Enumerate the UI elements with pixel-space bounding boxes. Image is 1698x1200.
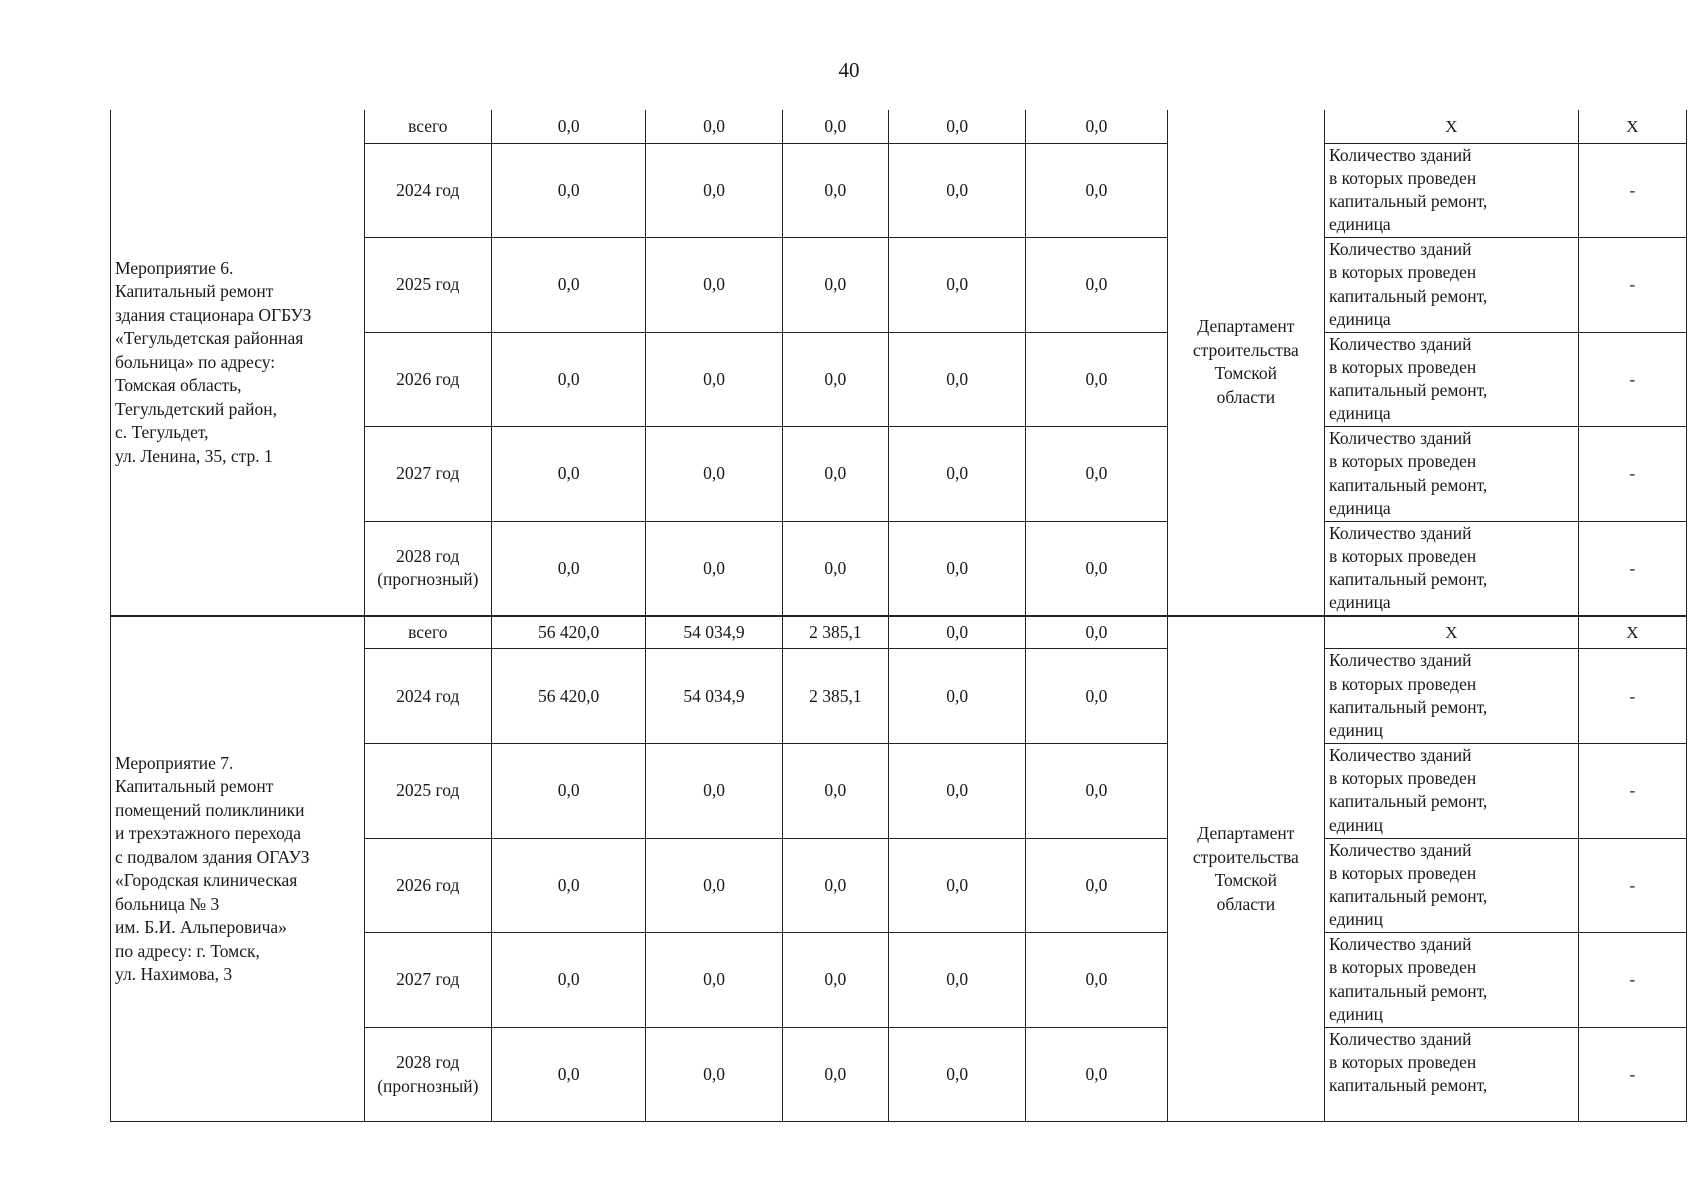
funding-value-cell-2: 0,0 bbox=[646, 521, 782, 616]
responsible-department bbox=[1167, 110, 1324, 616]
period-cell bbox=[364, 521, 491, 616]
indicator-value: - bbox=[1578, 744, 1686, 839]
indicator-line: в которых проведен bbox=[1329, 262, 1477, 283]
indicator-line: единица bbox=[1329, 403, 1391, 424]
event-description-line: ул. Нахимова, 3 bbox=[115, 964, 233, 985]
funding-value-cell-5: 0,0 bbox=[1026, 427, 1167, 522]
indicator-line: капитальный ремонт, bbox=[1329, 886, 1488, 907]
period-label: 2027 год bbox=[396, 969, 460, 990]
funding-value-cell-1: 0,0 bbox=[491, 110, 645, 143]
indicator-line: в которых проведен bbox=[1329, 862, 1477, 883]
funding-value-cell-5: 0,0 bbox=[1026, 238, 1167, 333]
indicator-line: капитальный ремонт, bbox=[1329, 1075, 1488, 1096]
department-line: строительства bbox=[1192, 339, 1299, 360]
funding-value-cell-5: 0,0 bbox=[1026, 933, 1167, 1028]
indicator-line: Количество зданий bbox=[1329, 144, 1472, 165]
funding-value-cell-5: 0,0 bbox=[1026, 143, 1167, 238]
department-line: Департамент bbox=[1197, 316, 1295, 337]
indicator-name bbox=[1325, 616, 1579, 649]
funding-value-cell-1: 0,0 bbox=[491, 332, 645, 427]
indicator-line: капитальный ремонт, bbox=[1329, 791, 1488, 812]
funding-value-cell-3: 2 385,1 bbox=[782, 649, 888, 744]
funding-value-cell-1: 0,0 bbox=[491, 427, 645, 522]
indicator-line: единица bbox=[1329, 497, 1391, 518]
period-cell bbox=[364, 427, 491, 522]
period-label: 2028 год bbox=[396, 545, 460, 566]
indicator-line: в которых проведен bbox=[1329, 546, 1477, 567]
indicator-value: - bbox=[1578, 332, 1686, 427]
indicator-line: единиц bbox=[1329, 909, 1383, 930]
funding-value-cell-1: 0,0 bbox=[491, 238, 645, 333]
funding-value-cell-1: 0,0 bbox=[491, 521, 645, 616]
indicator-line: Количество зданий bbox=[1329, 650, 1472, 671]
funding-value-cell-3: 0,0 bbox=[782, 744, 888, 839]
period-note: (прогнозный) bbox=[377, 1075, 479, 1096]
period-cell bbox=[364, 332, 491, 427]
funding-value-cell-4: 0,0 bbox=[888, 238, 1025, 333]
event-description-line: помещений поликлиники bbox=[115, 799, 305, 820]
indicator-name bbox=[1325, 838, 1579, 933]
funding-value-cell-1: 0,0 bbox=[491, 933, 645, 1028]
period-cell bbox=[364, 838, 491, 933]
indicator-line: в которых проведен bbox=[1329, 768, 1477, 789]
period-cell bbox=[364, 744, 491, 839]
funding-value-cell-2: 0,0 bbox=[646, 1027, 782, 1122]
funding-value-cell-3: 0,0 bbox=[782, 933, 888, 1028]
event-description-line: им. Б.И. Альперовича» bbox=[115, 917, 287, 938]
indicator-line: X bbox=[1445, 116, 1458, 136]
indicator-name bbox=[1325, 238, 1579, 333]
funding-value-cell-3: 0,0 bbox=[782, 110, 888, 143]
funding-value-cell-3: 0,0 bbox=[782, 238, 888, 333]
indicator-line: единиц bbox=[1329, 814, 1383, 835]
event-description-line: по адресу: г. Томск, bbox=[115, 940, 260, 961]
funding-value-cell-1: 0,0 bbox=[491, 744, 645, 839]
indicator-line: единица bbox=[1329, 592, 1391, 613]
event-description-line: больница» по адресу: bbox=[115, 351, 276, 372]
period-label: всего bbox=[408, 621, 448, 642]
event-description-line: Мероприятие 7. bbox=[115, 752, 234, 773]
page-number: 40 bbox=[838, 58, 860, 82]
funding-value-cell-5: 0,0 bbox=[1026, 616, 1167, 649]
indicator-line: капитальный ремонт, bbox=[1329, 569, 1488, 590]
funding-value-cell-4: 0,0 bbox=[888, 744, 1025, 839]
period-cell bbox=[364, 143, 491, 238]
indicator-line: Количество зданий bbox=[1329, 934, 1472, 955]
indicator-name bbox=[1325, 427, 1579, 522]
funding-value-cell-1: 56 420,0 bbox=[491, 649, 645, 744]
event-description-line: больница № 3 bbox=[115, 893, 220, 914]
funding-value-cell-3: 0,0 bbox=[782, 1027, 888, 1122]
event-description-line: Капитальный ремонт bbox=[115, 281, 274, 302]
indicator-line: капитальный ремонт, bbox=[1329, 190, 1488, 211]
indicator-line: капитальный ремонт, bbox=[1329, 696, 1488, 717]
funding-value-cell-5: 0,0 bbox=[1026, 110, 1167, 143]
indicator-name bbox=[1325, 1027, 1579, 1122]
funding-value-cell-4: 0,0 bbox=[888, 332, 1025, 427]
funding-value-cell-4: 0,0 bbox=[888, 521, 1025, 616]
indicator-line: в которых проведен bbox=[1329, 1052, 1477, 1073]
indicator-name bbox=[1325, 143, 1579, 238]
indicator-value: - bbox=[1578, 238, 1686, 333]
funding-value-cell-3: 0,0 bbox=[782, 332, 888, 427]
period-label: 2026 год bbox=[396, 874, 460, 895]
funding-value-cell-5: 0,0 bbox=[1026, 744, 1167, 839]
event-description-line: Мероприятие 6. bbox=[115, 257, 234, 278]
funding-value-cell-4: 0,0 bbox=[888, 427, 1025, 522]
funding-value-cell-2: 0,0 bbox=[646, 332, 782, 427]
department-line: строительства bbox=[1192, 846, 1299, 867]
event-description-line: «Тегульдетская районная bbox=[115, 328, 304, 349]
funding-value-cell-2: 0,0 bbox=[646, 110, 782, 143]
indicator-value: - bbox=[1578, 143, 1686, 238]
funding-value-cell-3: 2 385,1 bbox=[782, 616, 888, 649]
indicator-line: Количество зданий bbox=[1329, 522, 1472, 543]
event-description-line: здания стационара ОГБУЗ bbox=[115, 304, 312, 325]
indicator-line: Количество зданий bbox=[1329, 333, 1472, 354]
period-cell bbox=[364, 933, 491, 1028]
funding-value-cell-1: 0,0 bbox=[491, 143, 645, 238]
funding-value-cell-4: 0,0 bbox=[888, 143, 1025, 238]
indicator-line: в которых проведен bbox=[1329, 167, 1477, 188]
indicator-line: единица bbox=[1329, 308, 1391, 329]
funding-value-cell-2: 0,0 bbox=[646, 744, 782, 839]
funding-value-cell-4: 0,0 bbox=[888, 933, 1025, 1028]
event-description-line: с. Тегульдет, bbox=[115, 422, 209, 443]
funding-value-cell-2: 54 034,9 bbox=[646, 616, 782, 649]
funding-value-cell-1: 0,0 bbox=[491, 838, 645, 933]
department-line: Томской bbox=[1214, 363, 1278, 384]
indicator-name bbox=[1325, 521, 1579, 616]
indicator-line: капитальный ремонт, bbox=[1329, 285, 1488, 306]
event-description-line: и трехэтажного перехода bbox=[115, 823, 302, 844]
department-line: Томской bbox=[1214, 870, 1278, 891]
funding-value-cell-2: 0,0 bbox=[646, 427, 782, 522]
indicator-value: - bbox=[1578, 933, 1686, 1028]
indicator-value: X bbox=[1578, 110, 1686, 143]
indicator-value: - bbox=[1578, 1027, 1686, 1122]
funding-value-cell-3: 0,0 bbox=[782, 427, 888, 522]
event-description bbox=[111, 110, 365, 616]
responsible-department bbox=[1167, 616, 1324, 1122]
department-line: области bbox=[1216, 386, 1276, 407]
indicator-line: в которых проведен bbox=[1329, 451, 1477, 472]
funding-value-cell-2: 54 034,9 bbox=[646, 649, 782, 744]
period-note: (прогнозный) bbox=[377, 569, 479, 590]
period-cell bbox=[364, 238, 491, 333]
funding-value-cell-4: 0,0 bbox=[888, 838, 1025, 933]
period-label: всего bbox=[408, 115, 448, 136]
indicator-line: в которых проведен bbox=[1329, 356, 1477, 377]
indicator-line: в которых проведен bbox=[1329, 957, 1477, 978]
event-description-line: «Городская клиническая bbox=[115, 870, 298, 891]
indicator-line: единиц bbox=[1329, 1003, 1383, 1024]
funding-value-cell-1: 56 420,0 bbox=[491, 616, 645, 649]
indicator-line: капитальный ремонт, bbox=[1329, 380, 1488, 401]
table-row bbox=[111, 616, 1687, 649]
indicator-line: Количество зданий bbox=[1329, 839, 1472, 860]
funding-value-cell-3: 0,0 bbox=[782, 838, 888, 933]
department-line: Департамент bbox=[1197, 823, 1295, 844]
period-label: 2027 год bbox=[396, 463, 460, 484]
period-label: 2025 год bbox=[396, 274, 460, 295]
indicator-value: - bbox=[1578, 649, 1686, 744]
period-label: 2024 год bbox=[396, 179, 460, 200]
funding-value-cell-5: 0,0 bbox=[1026, 649, 1167, 744]
department-line: области bbox=[1216, 893, 1276, 914]
event-description-line: с подвалом здания ОГАУЗ bbox=[115, 846, 310, 867]
period-label: 2028 год bbox=[396, 1052, 460, 1073]
period-cell bbox=[364, 649, 491, 744]
funding-value-cell-4: 0,0 bbox=[888, 616, 1025, 649]
indicator-name bbox=[1325, 744, 1579, 839]
indicator-name bbox=[1325, 110, 1579, 143]
period-cell bbox=[364, 110, 491, 143]
indicator-line: Количество зданий bbox=[1329, 428, 1472, 449]
period-label: 2025 год bbox=[396, 780, 460, 801]
funding-value-cell-3: 0,0 bbox=[782, 143, 888, 238]
indicator-line: Количество зданий bbox=[1329, 745, 1472, 766]
event-description-line: Томская область, bbox=[115, 375, 242, 396]
funding-value-cell-4: 0,0 bbox=[888, 110, 1025, 143]
indicator-line: капитальный ремонт, bbox=[1329, 980, 1488, 1001]
funding-value-cell-2: 0,0 bbox=[646, 933, 782, 1028]
indicator-value: - bbox=[1578, 427, 1686, 522]
indicator-value: - bbox=[1578, 838, 1686, 933]
indicator-value: X bbox=[1578, 616, 1686, 649]
indicator-line: X bbox=[1445, 622, 1458, 642]
period-label: 2024 год bbox=[396, 685, 460, 706]
funding-value-cell-2: 0,0 bbox=[646, 238, 782, 333]
event-description bbox=[111, 616, 365, 1122]
event-description-line: Тегульдетский район, bbox=[115, 398, 277, 419]
funding-value-cell-5: 0,0 bbox=[1026, 521, 1167, 616]
indicator-name bbox=[1325, 933, 1579, 1028]
indicator-line: в которых проведен bbox=[1329, 673, 1477, 694]
indicator-line: Количество зданий bbox=[1329, 239, 1472, 260]
funding-value-cell-4: 0,0 bbox=[888, 1027, 1025, 1122]
event-description-line: Капитальный ремонт bbox=[115, 776, 274, 797]
funding-value-cell-5: 0,0 bbox=[1026, 1027, 1167, 1122]
table-row bbox=[111, 110, 1687, 143]
indicator-line: единица bbox=[1329, 214, 1391, 235]
funding-value-cell-5: 0,0 bbox=[1026, 838, 1167, 933]
indicator-line: Количество зданий bbox=[1329, 1028, 1472, 1049]
program-table bbox=[110, 110, 1687, 1122]
funding-value-cell-5: 0,0 bbox=[1026, 332, 1167, 427]
indicator-line: единиц bbox=[1329, 720, 1383, 741]
indicator-value: - bbox=[1578, 521, 1686, 616]
event-description-line: ул. Ленина, 35, стр. 1 bbox=[115, 445, 273, 466]
period-label: 2026 год bbox=[396, 368, 460, 389]
period-cell bbox=[364, 1027, 491, 1122]
funding-value-cell-1: 0,0 bbox=[491, 1027, 645, 1122]
funding-value-cell-3: 0,0 bbox=[782, 521, 888, 616]
funding-value-cell-2: 0,0 bbox=[646, 838, 782, 933]
funding-value-cell-2: 0,0 bbox=[646, 143, 782, 238]
period-cell bbox=[364, 616, 491, 649]
indicator-line: капитальный ремонт, bbox=[1329, 474, 1488, 495]
indicator-name bbox=[1325, 649, 1579, 744]
funding-value-cell-4: 0,0 bbox=[888, 649, 1025, 744]
indicator-name bbox=[1325, 332, 1579, 427]
